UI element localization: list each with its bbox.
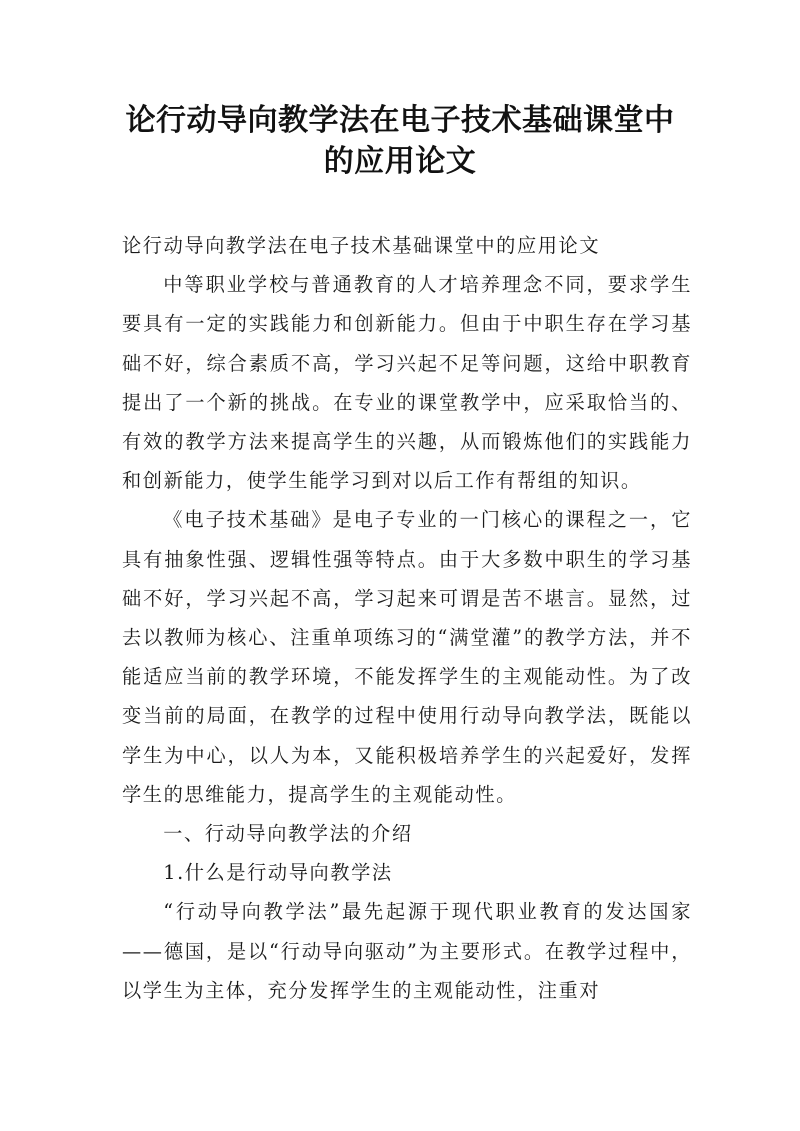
document-title-line-1: 论行动导向教学法在电子技术基础课堂中: [125, 103, 675, 138]
subsection-heading-1-1: 1.什么是行动导向教学法: [163, 861, 393, 885]
paragraph-definition: “行动导向教学法”最先起源于现代职业教育的发达国家——德国，是以“行动导向驱动”为主要形式。在教学过程中，以学生为主体，充分发挥学生的主观能动性，注重对: [122, 900, 692, 1002]
paragraph-course: 《电子技术基础》是电子专业的一门核心的课程之一，它具有抽象性强、逻辑性强等特点。由于大多数中职生的学习基础不好，学习兴起不高，学习起来可谓是苦不堪言。显然，过去以教师为核心、注重单项练习的“满堂灌”的教学方法，并不能适应当前的教学环境，不能发挥学生的主观能动性。为了改变当前的局面，在教学的过程中使用行动导向教学法，既能以学生为中心，以人为本，又能积极培养学生的兴起爱好，发挥学生的思维能力，提高学生的主观能动性。: [122, 508, 692, 806]
document-body: [122, 226, 692, 1010]
document-title-line-2: 的应用论文: [323, 144, 477, 179]
section-heading-1: 一、行动导向教学法的介绍: [163, 822, 413, 846]
paragraph-intro: 中等职业学校与普通教育的人才培养理念不同，要求学生要具有一定的实践能力和创新能力。但由于中职生存在学习基础不好，综合素质不高，学习兴起不足等问题，这给中职教育提出了一个新的挑战。在专业的课堂教学中，应采取恰当的、有效的教学方法来提高学生的兴趣，从而锻炼他们的实践能力和创新能力，使学生能学习到对以后工作有帮组的知识。: [122, 273, 692, 493]
document-subtitle: 论行动导向教学法在电子技术基础课堂中的应用论文: [122, 234, 601, 257]
